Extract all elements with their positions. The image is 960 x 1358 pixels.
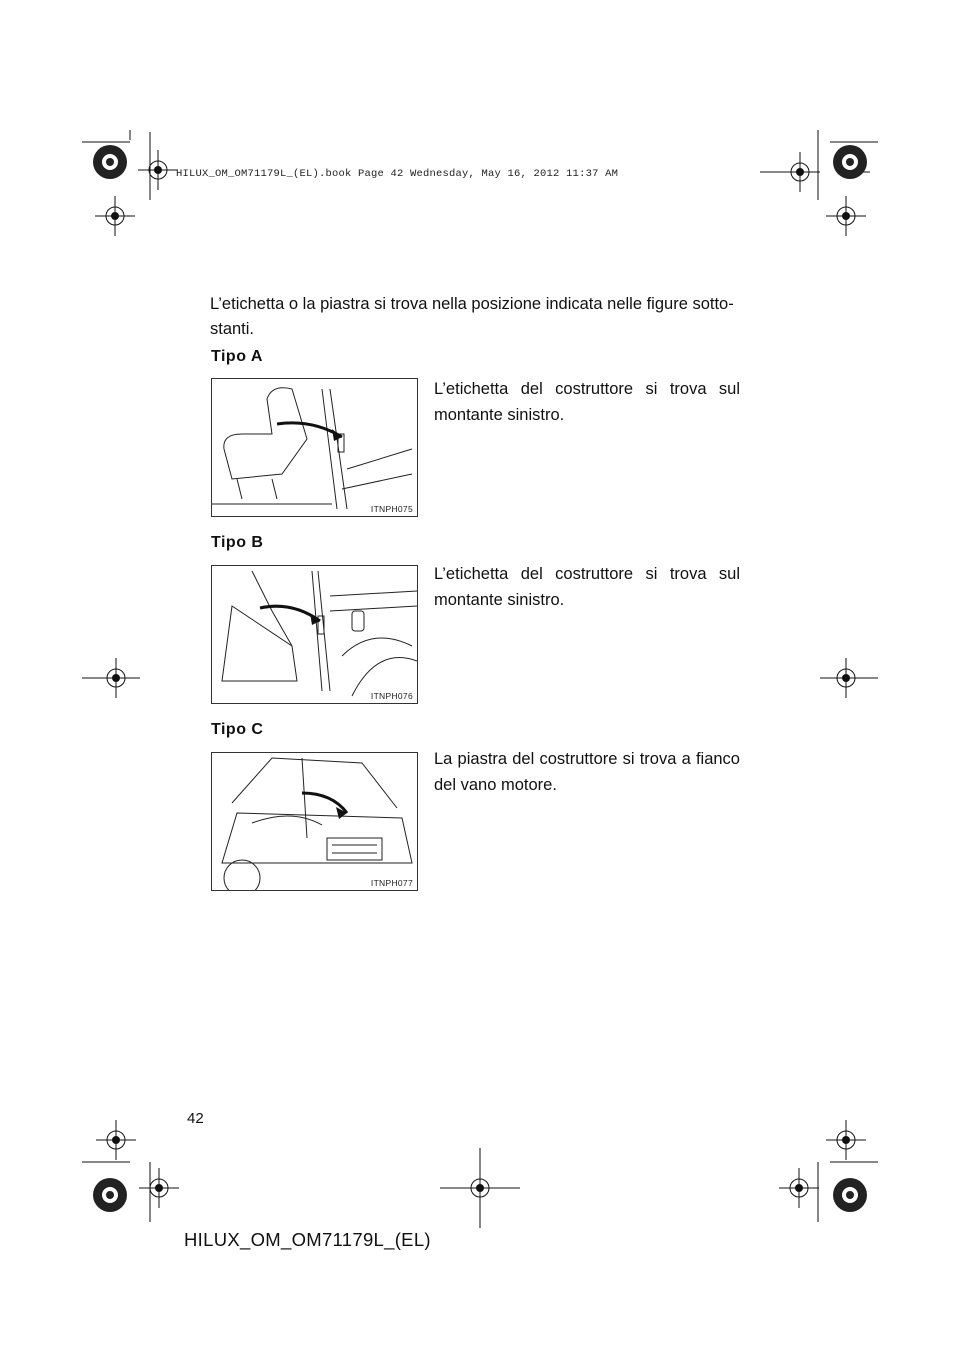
section-heading-c: Tipo C: [211, 721, 264, 738]
registration-target-icon: [90, 1175, 130, 1215]
figure-type-a: [211, 378, 418, 517]
crosshair-icon: [96, 658, 136, 698]
crosshair-icon: [138, 150, 178, 190]
crosshair-icon: [440, 1148, 520, 1228]
registration-target-icon: [90, 142, 130, 182]
figure-type-c: [211, 752, 418, 891]
seat-pillar-illustration: [212, 379, 417, 516]
crosshair-icon: [826, 1120, 866, 1160]
section-heading-b: Tipo B: [211, 534, 264, 551]
crosshair-icon: [780, 152, 820, 192]
crosshair-icon: [95, 196, 135, 236]
intro-paragraph: L’etichetta o la piastra si trova nella posizione indicata nelle figure sotto-stanti.: [210, 295, 734, 338]
print-header: HILUX_OM_OM71179L_(EL).book Page 42 Wednesday, May 16, 2012 11:37 AM: [176, 168, 619, 180]
section-description-b: L’etichetta del costruttore si trova sul montante sinistro.: [434, 565, 740, 609]
page-number: 42: [187, 1110, 204, 1127]
figure-code: ITNPH077: [370, 878, 413, 888]
figure-code: ITNPH075: [370, 504, 413, 514]
document-code: HILUX_OM_OM71179L_(EL): [184, 1229, 431, 1250]
section-heading-a: Tipo A: [211, 348, 263, 365]
registration-target-icon: [830, 142, 870, 182]
figure-type-b: [211, 565, 418, 704]
section-description-a: L’etichetta del costruttore si trova sul montante sinistro.: [434, 380, 740, 424]
crosshair-icon: [826, 658, 866, 698]
crosshair-icon: [826, 196, 866, 236]
registration-target-icon: [830, 1175, 870, 1215]
engine-bay-illustration: [212, 753, 417, 890]
bench-seat-pillar-illustration: [212, 566, 417, 703]
figure-code: ITNPH076: [370, 691, 413, 701]
crosshair-icon: [779, 1168, 819, 1208]
crosshair-icon: [139, 1168, 179, 1208]
section-description-c: La piastra del costruttore si trova a fianco del vano motore.: [434, 750, 740, 794]
crosshair-icon: [96, 1120, 136, 1160]
